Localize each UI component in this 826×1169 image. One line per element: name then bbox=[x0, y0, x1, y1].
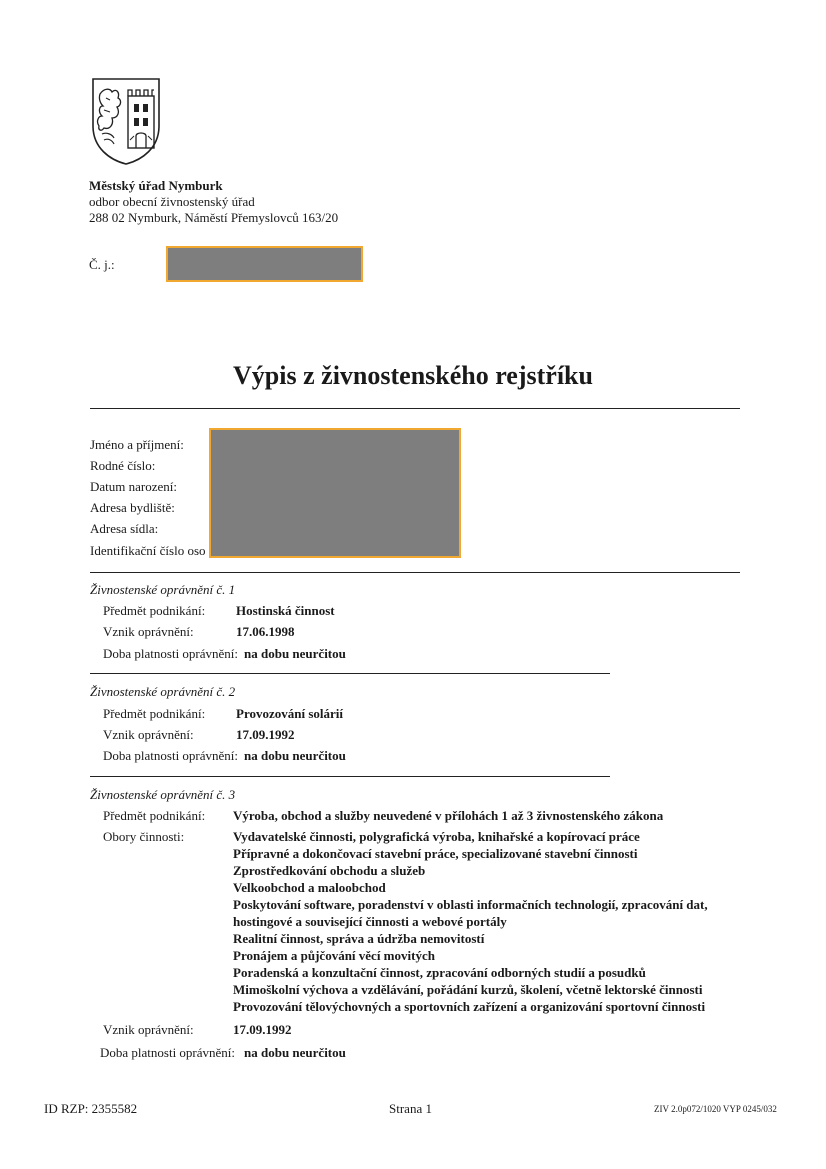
license-3-heading: Živnostenské oprávnění č. 3 bbox=[90, 787, 236, 802]
license-3-field-item: Zprostředkování obchodu a služeb bbox=[233, 863, 426, 878]
license-2-origin: 17.09.1992 bbox=[236, 727, 295, 742]
reference-label: Č. j.: bbox=[89, 257, 115, 272]
license-3-field-item: Poradenská a konzultační činnost, zpracování odborných studií a posudků bbox=[233, 965, 646, 980]
footer-document-code: ZIV 2.0p072/1020 VYP 0245/032 bbox=[654, 1104, 777, 1114]
license-1-validity: na dobu neurčitou bbox=[244, 646, 346, 661]
license-3-validity: na dobu neurčitou bbox=[244, 1045, 346, 1060]
person-label-residence: Adresa bydliště: bbox=[90, 500, 175, 515]
person-label-id-number: Identifikační číslo oso bbox=[90, 543, 206, 558]
city-crest-logo bbox=[90, 76, 162, 166]
license-1-heading: Živnostenské oprávnění č. 1 bbox=[90, 582, 236, 597]
redacted-reference-number bbox=[166, 246, 363, 282]
license-2-subject: Provozování solárií bbox=[236, 706, 344, 721]
license-1-divider bbox=[90, 673, 610, 674]
person-label-seat: Adresa sídla: bbox=[90, 521, 159, 536]
footer-page-number: Strana 1 bbox=[389, 1101, 432, 1116]
license-3-field-item: Mimoškolní výchova a vzdělávání, pořádání kurzů, školení, včetně lektorské činnosti bbox=[233, 982, 703, 997]
license-1-origin: 17.06.1998 bbox=[236, 624, 295, 639]
office-address: 288 02 Nymburk, Náměstí Přemyslovců 163/20 bbox=[89, 210, 339, 225]
license-3-field-item: hostingové a související činnosti a webové portály bbox=[233, 914, 507, 929]
license-2-validity-label: Doba platnosti oprávnění: bbox=[103, 748, 239, 763]
license-3-field-item: Přípravné a dokončovací stavební práce, specializované stavební činnosti bbox=[233, 846, 638, 861]
redacted-personal-data bbox=[209, 428, 461, 558]
section-divider bbox=[90, 572, 740, 573]
license-3-validity-label: Doba platnosti oprávnění: bbox=[100, 1045, 236, 1060]
license-3-fields-label: Obory činnosti: bbox=[103, 829, 185, 844]
license-1-subject: Hostinská činnost bbox=[236, 603, 335, 618]
license-3-origin: 17.09.1992 bbox=[233, 1022, 292, 1037]
license-2-origin-label: Vznik oprávnění: bbox=[103, 727, 194, 742]
person-label-name: Jméno a příjmení: bbox=[90, 437, 184, 452]
office-department: odbor obecní živnostenský úřad bbox=[89, 194, 255, 209]
license-1-origin-label: Vznik oprávnění: bbox=[103, 624, 194, 639]
license-2-divider bbox=[90, 776, 610, 777]
license-3-subject-label: Předmět podnikání: bbox=[103, 808, 206, 823]
license-3-field-item: Vydavatelské činnosti, polygrafická výroba, knihařské a kopírovací práce bbox=[233, 829, 640, 844]
license-3-fields-list bbox=[233, 828, 708, 1015]
license-3-field-item: Velkoobchod a maloobchod bbox=[233, 880, 386, 895]
license-2-heading: Živnostenské oprávnění č. 2 bbox=[90, 684, 236, 699]
license-1-validity-label: Doba platnosti oprávnění: bbox=[103, 646, 239, 661]
license-3-field-item: Pronájem a půjčování věcí movitých bbox=[233, 948, 435, 963]
license-3-field-item: Poskytování software, poradenství v oblasti informačních technologií, zpracování dat, bbox=[233, 897, 708, 912]
office-name: Městský úřad Nymburk bbox=[89, 178, 223, 193]
page-title: Výpis z živnostenského rejstříku bbox=[233, 361, 593, 390]
license-3-subject: Výroba, obchod a služby neuvedené v přílohách 1 až 3 živnostenského zákona bbox=[233, 808, 664, 823]
license-3-field-item: Provozování tělovýchovných a sportovních zařízení a organizování sportovní činnosti bbox=[233, 999, 706, 1014]
license-2-subject-label: Předmět podnikání: bbox=[103, 706, 206, 721]
license-3-origin-label: Vznik oprávnění: bbox=[103, 1022, 194, 1037]
license-2-validity: na dobu neurčitou bbox=[244, 748, 346, 763]
footer-id-rzp: ID RZP: 2355582 bbox=[44, 1101, 138, 1116]
person-label-birth-date: Datum narození: bbox=[90, 479, 177, 494]
license-3-field-item: Realitní činnost, správa a údržba nemovitostí bbox=[233, 931, 485, 946]
license-1-subject-label: Předmět podnikání: bbox=[103, 603, 206, 618]
title-divider bbox=[90, 408, 740, 409]
person-label-birth-number: Rodné číslo: bbox=[90, 458, 156, 473]
